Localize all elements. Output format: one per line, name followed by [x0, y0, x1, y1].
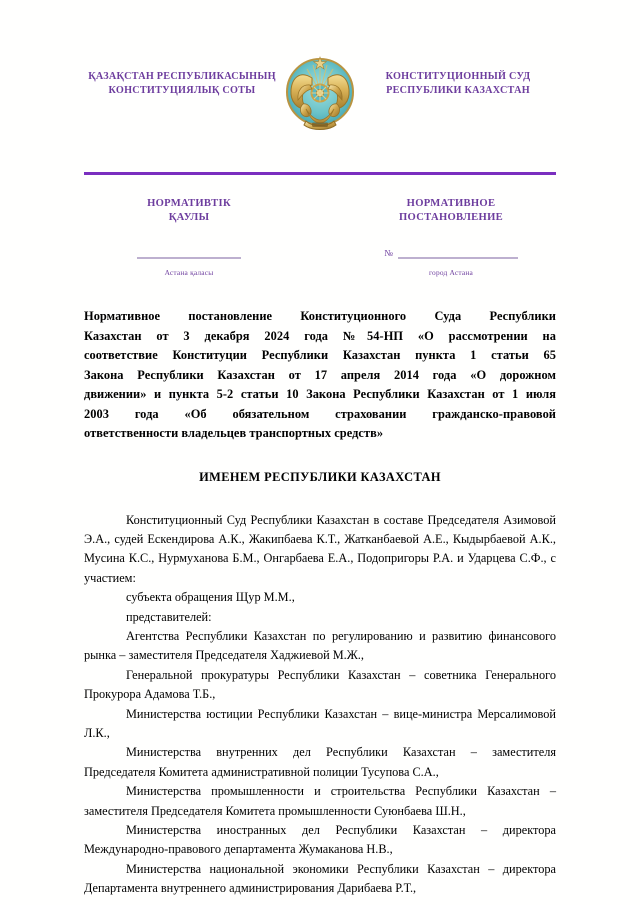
document-title-line: Нормативное постановление Конституционного Суда Республики: [84, 309, 556, 323]
subheader-kazakh-line-1: НОРМАТИВТІК: [147, 198, 231, 209]
body-paragraph: Генеральной прокуратуры Республики Казахстан – советника Генерального Прокурора Адамова Т.Б.,: [84, 667, 556, 702]
body-paragraph: Конституционный Суд Республики Казахстан в составе Председателя Азимовой Э.А., судей Ескендирова А.К., Жакипбаева К.Т., Жатканбаевой А.Е., Кыдырбаевой А.К., Мусина К.С., Нурмуханова Б.М., Онгарбаева Е.А., Подопригоры Р.А. и Ударцева С.Ф., с участием:: [84, 512, 556, 585]
letterhead-kazakh-line-1: ҚАЗАҚСТАН РЕСПУБЛИКАСЫНЫҢ: [88, 71, 276, 82]
letterhead: [84, 0, 556, 140]
kazakh-city-label: Астана қаласы: [164, 268, 214, 277]
number-symbol: №: [384, 248, 393, 258]
body-paragraph: Агентства Республики Казахстан по регулированию и развитию финансового рынка – заместителя Председателя Хаджиевой М.Ж.,: [84, 628, 556, 663]
subheader-russian-line-2: ПОСТАНОВЛЕНИЕ: [399, 212, 503, 223]
letterhead-kazakh-title: [84, 58, 280, 97]
document-title-line: ответственности владельцев транспортных средств»: [84, 426, 384, 440]
russian-number-field[interactable]: [346, 245, 556, 259]
body-paragraph: Министерства внутренних дел Республики Казахстан – заместителя Председателя Комитета административной полиции Тусупова С.А.,: [84, 745, 556, 779]
letterhead-russian-title: [360, 58, 556, 97]
document-title-line: движении» и пункта 5-2 статьи 10 Закона Республики Казахстан от 1 июля: [84, 387, 556, 401]
subheader: [84, 197, 556, 277]
document-body: [84, 511, 556, 899]
letterhead-russian-line-1: КОНСТИТУЦИОННЫЙ СУД: [385, 71, 531, 82]
body-paragraph: Министерства иностранных дел Республики Казахстан – директора Международно-правового департамента Жумаканова Н.В.,: [84, 823, 556, 857]
subheader-russian-line-1: НОРМАТИВНОЕ: [406, 198, 496, 209]
document-title-line: Закона Республики Казахстан от 17 апреля 2014 года «О дорожном: [84, 367, 556, 382]
document-title-line: соответствие Конституции Республики Казахстан пункта 1 статьи 65: [84, 348, 556, 362]
document-title-line: 2003 года «Об обязательном страховании гражданско-правовой: [84, 406, 556, 421]
russian-city-label: город Астана: [429, 268, 473, 277]
kazakh-number-blank-line: [137, 257, 241, 259]
subheader-kazakh: [84, 197, 294, 277]
state-emblem-icon: [281, 52, 359, 140]
body-paragraph: представителей:: [126, 609, 212, 624]
letterhead-divider: [84, 172, 556, 175]
body-paragraph: Министерства национальной экономики Республики Казахстан – директора Департамента внутреннего администрирования Дарибаева Р.Т.,: [84, 861, 556, 896]
letterhead-kazakh-line-2: КОНСТИТУЦИЯЛЫҚ СОТЫ: [108, 84, 256, 96]
letterhead-russian-line-2: РЕСПУБЛИКИ КАЗАХСТАН: [386, 84, 530, 96]
subheader-kazakh-line-2: ҚАУЛЫ: [168, 212, 210, 223]
letterhead-row: [84, 58, 556, 140]
in-name-of-heading: ИМЕНЕМ РЕСПУБЛИКИ КАЗАХСТАН: [199, 469, 441, 484]
document-title: [84, 307, 556, 444]
kazakh-number-field[interactable]: [84, 245, 294, 259]
body-paragraph: Министерства промышленности и строительства Республики Казахстан – заместителя Председателя Комитета промышленности Суюнбаева Ш.Н.,: [84, 784, 556, 818]
subheader-russian: [346, 197, 556, 277]
russian-number-blank-line: [398, 257, 518, 259]
body-paragraph: субъекта обращения Щур М.М.,: [126, 590, 295, 605]
body-paragraph: Министерства юстиции Республики Казахстан – вице-министра Мерсалимовой Л.К.,: [84, 706, 556, 740]
document-title-line: Казахстан от 3 декабря 2024 года №54-НП «О рассмотрении на: [84, 328, 556, 343]
